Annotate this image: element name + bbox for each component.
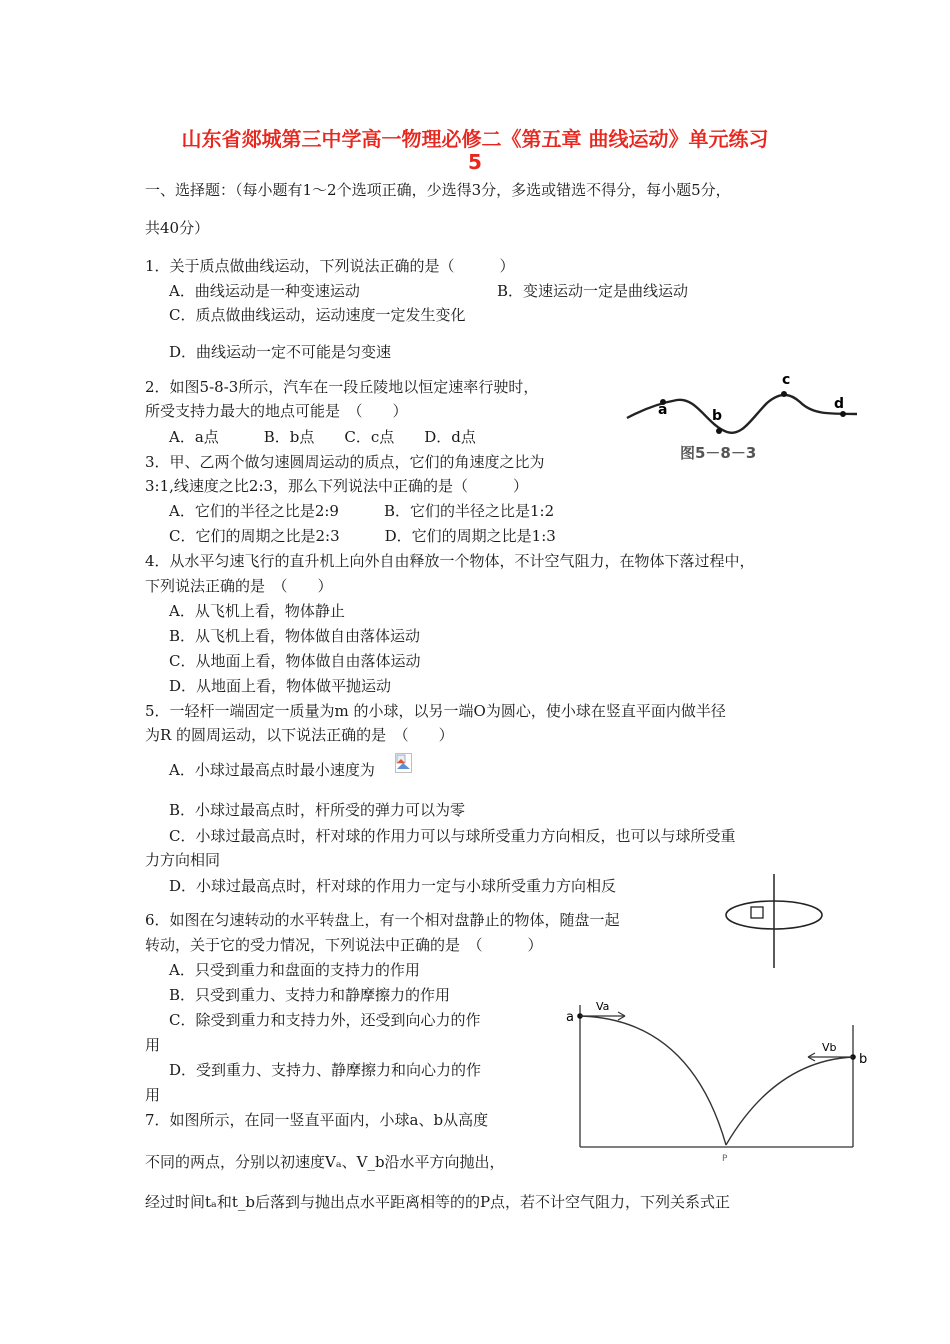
point-c-dot bbox=[781, 391, 787, 397]
object-block bbox=[751, 907, 763, 918]
hill-figure-caption: 图5－8－3 bbox=[680, 444, 757, 462]
q4-option-a: A．从飞机上看，物体静止 bbox=[169, 602, 345, 620]
q5-stem: 5．一轻杆一端固定一质量为m 的小球，以另一端O为圆心，使小球在竖直平面内做半径 bbox=[145, 702, 726, 720]
q5-option-d: D．小球过最高点时，杆对球的作用力一定与小球所受重力方向相反 bbox=[169, 877, 617, 895]
q3-stem: 3．甲、乙两个做匀速圆周运动的质点，它们的角速度之比为 bbox=[145, 453, 545, 471]
broken-formula-image-icon bbox=[395, 753, 412, 773]
q7-stem: 7．如图所示，在同一竖直平面内，小球a、b从高度 bbox=[145, 1111, 489, 1129]
title-line-2: 5 bbox=[468, 150, 482, 174]
q6-stem: 6．如图在匀速转动的水平转盘上，有一个相对盘静止的物体，随盘一起 bbox=[145, 911, 620, 929]
point-d-label: d bbox=[834, 396, 845, 412]
point-b-label: b bbox=[712, 408, 723, 424]
q2-stem-cont: 所受支持力最大的地点可能是 （ ） bbox=[145, 402, 408, 420]
q5-option-c-cont: 力方向相同 bbox=[145, 851, 221, 869]
q5-stem-cont: 为R 的圆周运动，以下说法正确的是 （ ） bbox=[145, 726, 454, 744]
q7-stem-cont: 不同的两点，分别以初速度Vₐ、V_b沿水平方向抛出， bbox=[145, 1153, 505, 1171]
q3-options-ab: A．它们的半径之比是2:9 B．它们的半径之比是1:2 bbox=[169, 502, 555, 520]
q6-option-a: A．只受到重力和盘面的支持力的作用 bbox=[169, 961, 420, 979]
hill-road-figure bbox=[622, 370, 862, 470]
q5-option-c: C．小球过最高点时，杆对球的作用力可以与球所受重力方向相反，也可以与球所受重 bbox=[169, 827, 736, 845]
point-a-label: a bbox=[566, 1010, 574, 1025]
q5-option-a: A．小球过最高点时最小速度为 bbox=[169, 761, 375, 779]
section-heading-cont: 共40分） bbox=[145, 219, 210, 237]
turntable-figure bbox=[722, 872, 830, 972]
q4-stem-cont: 下列说法正确的是 （ ） bbox=[145, 577, 333, 595]
trajectory-b bbox=[726, 1057, 853, 1145]
q1-option-b: B．变速运动一定是曲线运动 bbox=[497, 282, 689, 300]
q4-stem: 4．从水平匀速飞行的直升机上向外自由释放一个物体，不计空气阻力，在物体下落过程中， bbox=[145, 552, 755, 570]
q6-option-d: D．受到重力、支持力、静摩擦力和向心力的作 bbox=[169, 1061, 482, 1079]
q1-option-a: A．曲线运动是一种变速运动 bbox=[169, 282, 360, 300]
title-line-1: 山东省郯城第三中学高一物理必修二《第五章 曲线运动》单元练习 bbox=[181, 127, 769, 151]
q4-option-c: C．从地面上看，物体做自由落体运动 bbox=[169, 652, 421, 670]
q1-stem: 1．关于质点做曲线运动，下列说法正确的是（ ） bbox=[145, 257, 515, 275]
q7-stem-cont-2: 经过时间tₐ和t_b后落到与抛出点水平距离相等的的P点，若不计空气阻力，下列关系式正 bbox=[145, 1193, 731, 1211]
point-p-label: P bbox=[722, 1154, 728, 1164]
q5-option-b: B．小球过最高点时，杆所受的弹力可以为零 bbox=[169, 801, 466, 819]
point-c-label: c bbox=[782, 372, 791, 388]
section-heading: 一、选择题：（每小题有1～2个选项正确，少选得3分，多选或错选不得分，每小题5分， bbox=[145, 181, 731, 199]
q1-option-d: D．曲线运动一定不可能是匀变速 bbox=[169, 343, 392, 361]
q6-stem-cont: 转动，关于它的受力情况，下列说法中正确的是 （ ） bbox=[145, 936, 543, 954]
q6-option-c-cont: 用 bbox=[145, 1036, 161, 1054]
q4-option-b: B．从飞机上看，物体做自由落体运动 bbox=[169, 627, 421, 645]
projectile-figure bbox=[560, 995, 870, 1170]
q2-options: A．a点 B．b点 C．c点 D．d点 bbox=[169, 428, 476, 446]
point-b-dot bbox=[716, 428, 722, 434]
velocity-b-label: Vb bbox=[822, 1041, 837, 1054]
q2-stem: 2．如图5-8-3所示，汽车在一段丘陵地以恒定速率行驶时， bbox=[145, 378, 539, 396]
point-a-label: a bbox=[658, 402, 668, 418]
q6-option-d-cont: 用 bbox=[145, 1086, 161, 1104]
q4-option-d: D．从地面上看，物体做平抛运动 bbox=[169, 677, 392, 695]
trajectory-a bbox=[580, 1016, 726, 1145]
q1-option-c: C．质点做曲线运动，运动速度一定发生变化 bbox=[169, 306, 466, 324]
q3-options-cd: C．它们的周期之比是2:3 D．它们的周期之比是1:3 bbox=[169, 527, 556, 545]
q6-option-c: C．除受到重力和支持力外，还受到向心力的作 bbox=[169, 1011, 481, 1029]
point-b-label: b bbox=[859, 1052, 868, 1067]
q6-option-b: B．只受到重力、支持力和静摩擦力的作用 bbox=[169, 986, 451, 1004]
velocity-a-label: Va bbox=[596, 1000, 610, 1013]
q3-stem-cont: 3:1,线速度之比2:3，那么下列说法中正确的是（ ） bbox=[145, 477, 529, 495]
